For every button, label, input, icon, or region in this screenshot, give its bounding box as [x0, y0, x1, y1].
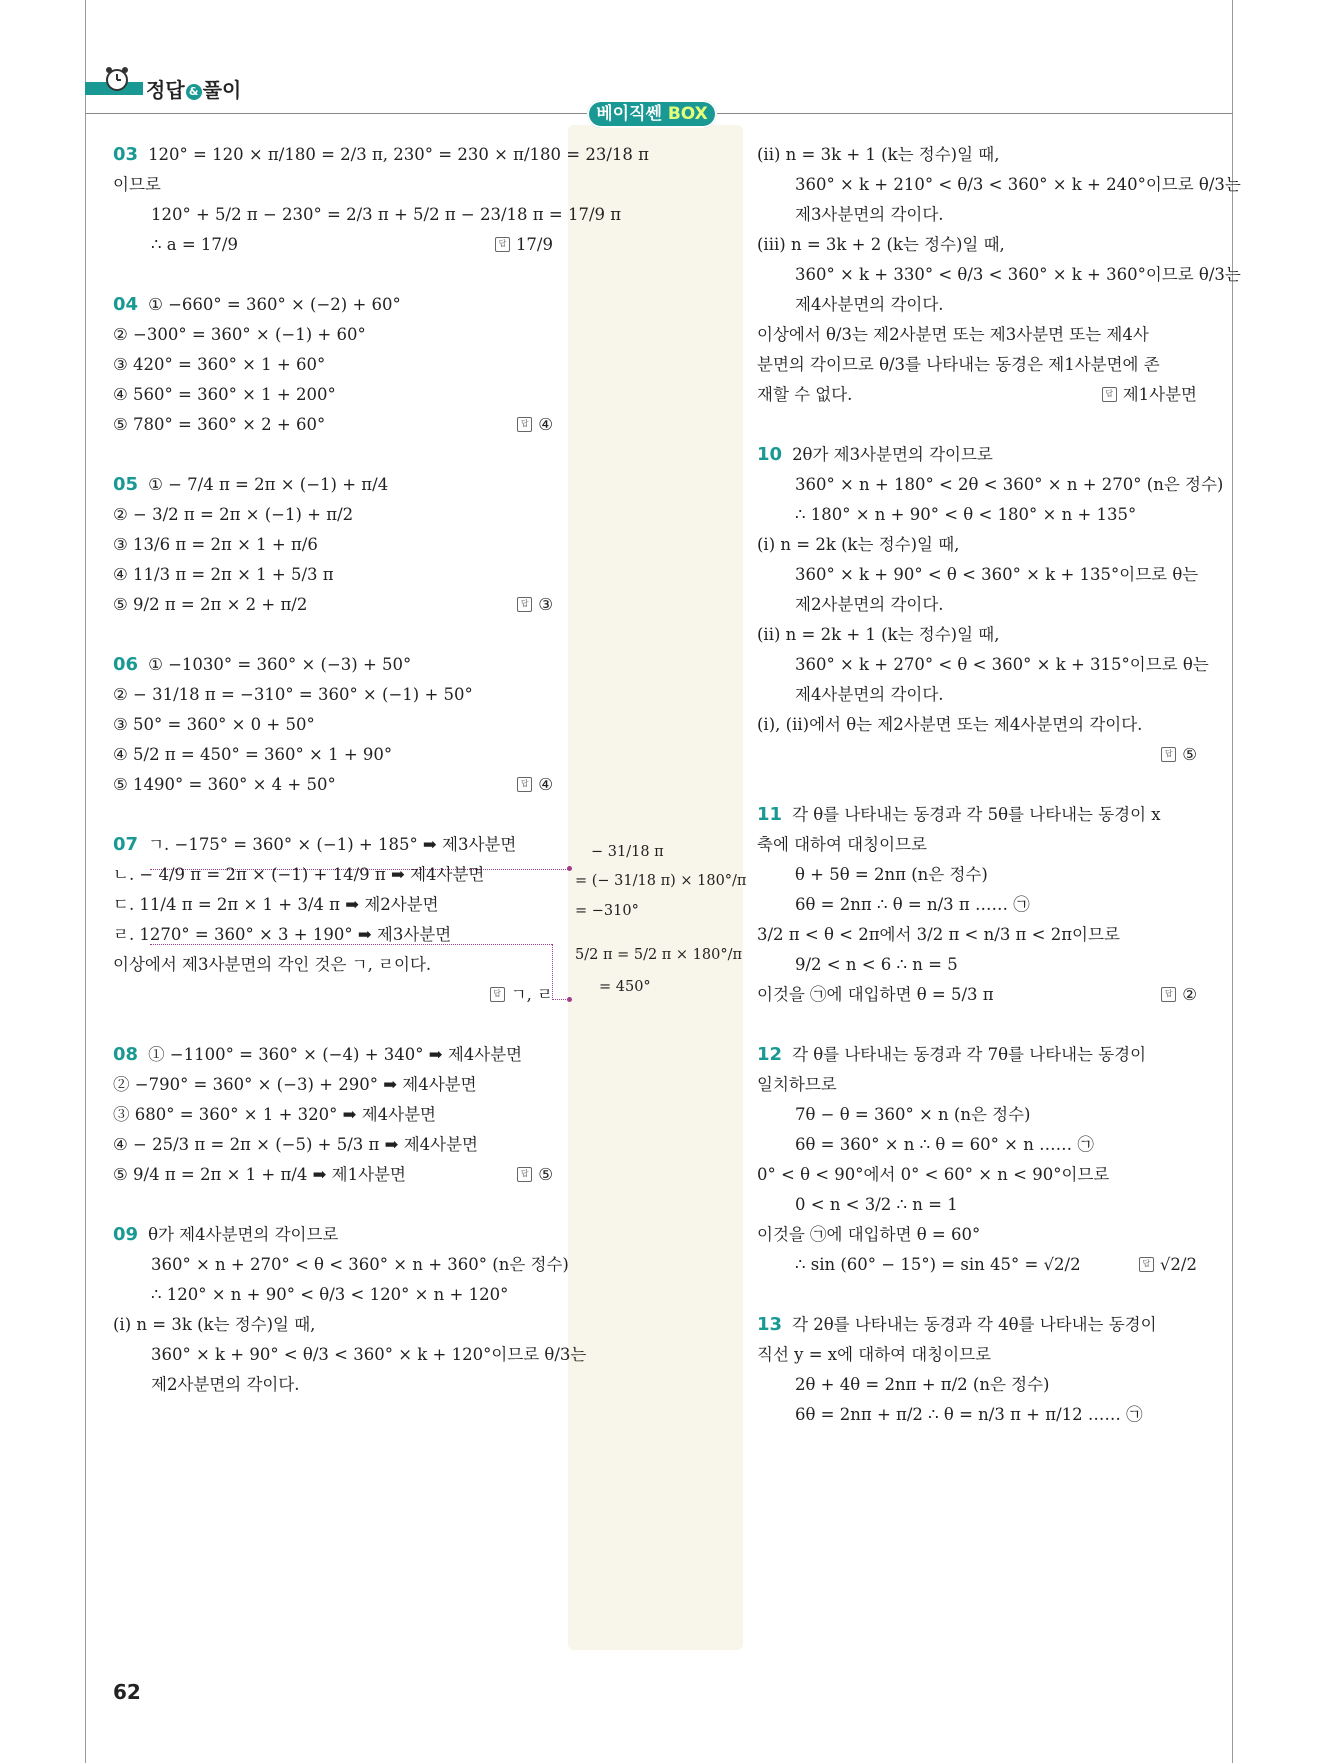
solution-line: 축에 대하여 대칭이므로: [757, 835, 927, 855]
solution-line: ② −300° = 360° × (−1) + 60°: [113, 325, 366, 345]
solution-line: 6θ = 2nπ + π/2 ∴ θ = n/3 π + π/12 …… ㉠: [795, 1405, 1143, 1425]
problem-number: 12: [757, 1044, 783, 1066]
problem-number: 09: [113, 1224, 139, 1246]
solution-line: ∴ sin (60° − 15°) = sin 45° = √2/2: [795, 1255, 1081, 1275]
solution-line: (i) n = 2k (k는 정수)일 때,: [757, 535, 960, 555]
solution-line: 분면의 각이므로 θ/3를 나타내는 동경은 제1사분면에 존: [757, 355, 1160, 375]
solution-line: 360° × k + 210° < θ/3 < 360° × k + 240°이므로 θ/3는: [795, 175, 1241, 195]
problem-number: 05: [113, 474, 139, 496]
problem-13: [757, 1310, 1197, 1430]
page-number: 62: [113, 1680, 141, 1704]
solution-line: θ가 제4사분면의 각이므로: [148, 1225, 339, 1245]
solution-line: 6θ = 2nπ ∴ θ = n/3 π …… ㉠: [795, 895, 1030, 915]
problem-08: [113, 1040, 553, 1190]
solution-line: ④ 560° = 360° × 1 + 200°: [113, 385, 336, 405]
solution-line: (i) n = 3k (k는 정수)일 때,: [113, 1315, 316, 1335]
answer: [517, 415, 553, 435]
solution-line: ① −1030° = 360° × (−3) + 50°: [148, 655, 412, 675]
section-title-left: 정답: [146, 78, 185, 102]
answer: [495, 235, 553, 255]
solution-line: θ + 5θ = 2nπ (n은 정수): [795, 865, 988, 885]
problem-09-continued: [757, 140, 1241, 410]
answer: [1139, 1255, 1197, 1275]
answer-icon: 답: [517, 597, 532, 612]
solution-line: 이것을 ㉠에 대입하면 θ = 5/3 π: [757, 985, 994, 1005]
solution-line: 이상에서 θ/3는 제2사분면 또는 제3사분면 또는 제4사: [757, 325, 1149, 345]
problem-12: [757, 1040, 1197, 1280]
solution-line: (iii) n = 3k + 2 (k는 정수)일 때,: [757, 235, 1005, 255]
answer-icon: 답: [1139, 1257, 1154, 1272]
solution-line: 3/2 π < θ < 2π에서 3/2 π < n/3 π < 2π이므로: [757, 925, 1120, 945]
answer-value: ③: [538, 595, 553, 615]
solution-line: 360° × k + 90° < θ/3 < 360° × k + 120°이므로 θ/3는: [151, 1345, 587, 1365]
solution-line: ④ 11/3 π = 2π × 1 + 5/3 π: [113, 565, 334, 585]
solution-line: (ii) n = 2k + 1 (k는 정수)일 때,: [757, 625, 1000, 645]
solution-line: 제2사분면의 각이다.: [795, 595, 944, 615]
left-column: [113, 140, 649, 1430]
solution-line: 일치하므로: [757, 1075, 837, 1095]
solution-line: 제4사분면의 각이다.: [795, 295, 944, 315]
answer-value: ②: [1182, 985, 1197, 1005]
solution-line: ① −660° = 360° × (−2) + 60°: [148, 295, 401, 315]
connector-dot: [567, 866, 572, 871]
solution-line: ② − 3/2 π = 2π × (−1) + π/2: [113, 505, 354, 525]
solution-line: ① −1100° = 360° × (−4) + 340° ➡ 제4사분면: [148, 1045, 523, 1065]
problem-03: [113, 140, 649, 260]
solution-line: 제2사분면의 각이다.: [151, 1375, 300, 1395]
solution-line: ㄷ. 11/4 π = 2π × 1 + 3/4 π ➡ 제2사분면: [113, 895, 439, 915]
answer-icon: 답: [517, 777, 532, 792]
solution-line: 7θ − θ = 360° × n (n은 정수): [795, 1105, 1031, 1125]
answer-value: ④: [538, 775, 553, 795]
problem-number: 06: [113, 654, 139, 676]
note-line: = −310°: [575, 903, 639, 920]
solution-line: 2θ가 제3사분면의 각이므로: [792, 445, 993, 465]
answer-icon: 답: [495, 237, 510, 252]
basic-box-label-accent: BOX: [667, 104, 708, 124]
problem-06: [113, 650, 553, 800]
answer-icon: 답: [490, 987, 505, 1002]
solution-line: 360° × k + 330° < θ/3 < 360° × k + 360°이므로 θ/3는: [795, 265, 1241, 285]
solution-line: ② − 31/18 π = −310° = 360° × (−1) + 50°: [113, 685, 473, 705]
solution-line: 120° + 5/2 π − 230° = 2/3 π + 5/2 π − 23/18 π = 17/9 π: [151, 205, 622, 225]
solution-line: ⑤ 780° = 360° × 2 + 60°: [113, 415, 326, 435]
solution-line: 6θ = 360° × n ∴ θ = 60° × n …… ㉠: [795, 1135, 1094, 1155]
answer-value: ④: [538, 415, 553, 435]
section-title-amp: &: [186, 84, 202, 100]
solution-line: 360° × k + 90° < θ < 360° × k + 135°이므로 θ는: [795, 565, 1199, 585]
solution-line: ④ 5/2 π = 450° = 360° × 1 + 90°: [113, 745, 393, 765]
answer-icon: 답: [1102, 387, 1117, 402]
solution-line: ③ 13/6 π = 2π × 1 + π/6: [113, 535, 318, 555]
solution-line: 이상에서 제3사분면의 각인 것은 ㄱ, ㄹ이다.: [113, 955, 432, 975]
answer-value: 17/9: [515, 235, 553, 255]
basic-box-notes: [575, 840, 747, 1000]
problem-number: 10: [757, 444, 783, 466]
answer-value: √2/2: [1159, 1255, 1197, 1275]
problem-05: [113, 470, 553, 620]
solution-line: ⑤ 1490° = 360° × 4 + 50°: [113, 775, 336, 795]
problem-07: [113, 830, 553, 1010]
answer: [517, 595, 553, 615]
solution-line: 9/2 < n < 6 ∴ n = 5: [795, 955, 958, 975]
answer: [517, 1165, 553, 1185]
answer-icon: 답: [1161, 987, 1176, 1002]
answer-value: 제1사분면: [1122, 385, 1197, 405]
alarm-clock-icon: [103, 65, 131, 93]
solution-line: ㄱ. −175° = 360° × (−1) + 185° ➡ 제3사분면: [148, 835, 517, 855]
page-border-left: [85, 0, 86, 1763]
solution-line: 제4사분면의 각이다.: [795, 685, 944, 705]
solution-line: ③ 420° = 360° × 1 + 60°: [113, 355, 326, 375]
section-title: [146, 74, 241, 103]
problem-number: 03: [113, 144, 139, 166]
problem-04: [113, 290, 553, 440]
problem-number: 08: [113, 1044, 139, 1066]
answer-value: ⑤: [1182, 745, 1197, 765]
note-line: − 31/18 π: [591, 844, 664, 861]
answer-value: ㄱ, ㄹ: [510, 985, 553, 1005]
solution-line: ② −790° = 360° × (−3) + 290° ➡ 제4사분면: [113, 1075, 477, 1095]
solution-line: ③ 50° = 360° × 0 + 50°: [113, 715, 315, 735]
solution-line: ∴ 180° × n + 90° < θ < 180° × n + 135°: [795, 505, 1137, 525]
solution-line: 0 < n < 3/2 ∴ n = 1: [795, 1195, 958, 1215]
solution-line: 0° < θ < 90°에서 0° < 60° × n < 90°이므로: [757, 1165, 1110, 1185]
connector-line: [552, 999, 570, 1000]
solution-line: ∴ 120° × n + 90° < θ/3 < 120° × n + 120°: [151, 1285, 509, 1305]
solution-line: ④ − 25/3 π = 2π × (−5) + 5/3 π ➡ 제4사분면: [113, 1135, 478, 1155]
solution-line: ⑤ 9/4 π = 2π × 1 + π/4 ➡ 제1사분면: [113, 1165, 406, 1185]
solution-line: ㄹ. 1270° = 360° × 3 + 190° ➡ 제3사분면: [113, 925, 452, 945]
solution-line: 재할 수 없다.: [757, 385, 853, 405]
problem-number: 07: [113, 834, 139, 856]
solution-line: 각 θ를 나타내는 동경과 각 7θ를 나타내는 동경이: [792, 1045, 1147, 1065]
solution-line: 360° × k + 270° < θ < 360° × k + 315°이므로 θ는: [795, 655, 1209, 675]
problem-11: [757, 800, 1197, 1010]
problem-number: 13: [757, 1314, 783, 1336]
solution-line: (i), (ii)에서 θ는 제2사분면 또는 제4사분면의 각이다.: [757, 715, 1143, 735]
solution-line: 각 2θ를 나타내는 동경과 각 4θ를 나타내는 동경이: [792, 1315, 1157, 1335]
solution-line: 이것을 ㉠에 대입하면 θ = 60°: [757, 1225, 981, 1245]
problem-10: [757, 440, 1224, 770]
note-line: = 450°: [599, 979, 651, 996]
solution-line: 2θ + 4θ = 2nπ + π/2 (n은 정수): [795, 1375, 1050, 1395]
note-line: = (− 31/18 π) × 180°/π: [575, 873, 747, 890]
answer: [1161, 985, 1197, 1005]
solution-line: ㄴ. − 4/9 π = 2π × (−1) + 14/9 π ➡ 제4사분면: [113, 865, 485, 885]
solution-line: (ii) n = 3k + 1 (k는 정수)일 때,: [757, 145, 1000, 165]
answer-value: ⑤: [538, 1165, 553, 1185]
answer-icon: 답: [517, 417, 532, 432]
note-line: 5/2 π = 5/2 π × 180°/π: [575, 947, 743, 964]
answer: [517, 775, 553, 795]
solution-line: ∴ a = 17/9: [151, 235, 238, 255]
problem-number: 04: [113, 294, 139, 316]
solution-line: 각 θ를 나타내는 동경과 각 5θ를 나타내는 동경이 x: [792, 805, 1161, 825]
section-title-right: 풀이: [202, 78, 242, 102]
solution-line: ③ 680° = 360° × 1 + 320° ➡ 제4사분면: [113, 1105, 436, 1125]
answer-icon: 답: [517, 1167, 532, 1182]
solution-line: 이므로: [113, 175, 161, 195]
solution-line: ① − 7/4 π = 2π × (−1) + π/4: [148, 475, 389, 495]
answer: [1161, 745, 1197, 765]
right-column: [757, 140, 1241, 1460]
answer-icon: 답: [1161, 747, 1176, 762]
basic-box-label-main: 베이직쎈: [596, 104, 662, 124]
solution-line: 120° = 120 × π/180 = 2/3 π, 230° = 230 × π/180 = 23/18 π: [148, 145, 649, 165]
answer: [490, 985, 553, 1005]
solution-line: 제3사분면의 각이다.: [795, 205, 944, 225]
problem-09: [113, 1220, 587, 1400]
basic-box-label: [587, 100, 717, 128]
solution-line: 직선 y = x에 대하여 대칭이므로: [757, 1345, 992, 1365]
answer: [1102, 385, 1197, 405]
solution-line: ⑤ 9/2 π = 2π × 2 + π/2: [113, 595, 308, 615]
solution-line: 360° × n + 270° < θ < 360° × n + 360° (n은 정수): [151, 1255, 569, 1275]
problem-number: 11: [757, 804, 783, 826]
solution-line: 360° × n + 180° < 2θ < 360° × n + 270° (n은 정수): [795, 475, 1224, 495]
